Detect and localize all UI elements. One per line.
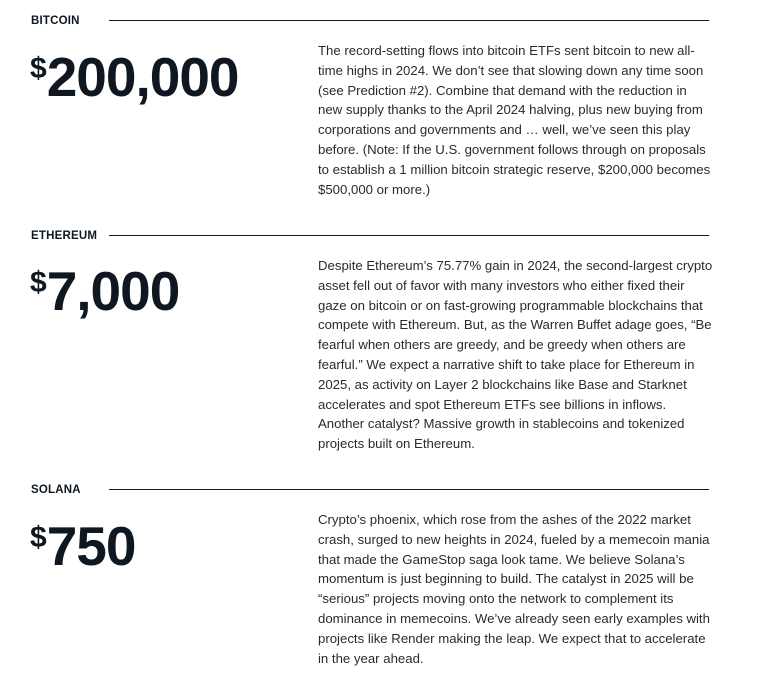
- price-value: 7,000: [46, 260, 180, 322]
- price-prediction: [30, 515, 136, 577]
- section-divider: [109, 20, 709, 21]
- currency-symbol: $: [30, 52, 46, 85]
- price-prediction: [30, 46, 239, 108]
- section-description: The record-setting flows into bitcoin ETFs sent bitcoin to new all-time highs in 2024. We don’t see that slowing down any time soon (see Prediction #2). Combine that demand with the reduction in new supply thanks to the April 2024 halving, plus new buying from corporations and governments and … well, we’ve seen this play before. (Note: If the U.S. government follows through on proposals to establish a 1 million bitcoin strategic reserve, $200,000 becomes $500,000 or more.): [318, 43, 711, 197]
- section-divider: [109, 489, 709, 490]
- price-value: 200,000: [46, 46, 239, 108]
- price-prediction: [30, 260, 180, 322]
- price-value: 750: [46, 515, 136, 577]
- section-label: BITCOIN: [31, 15, 80, 27]
- section-label: ETHEREUM: [31, 230, 98, 242]
- section-description: Crypto’s phoenix, which rose from the ashes of the 2022 market crash, surged to new heights in 2024, fueled by a memecoin mania that made the GameStop saga look tame. We believe Solana’s momentum is just beginning to build. The catalyst in 2025 will be “serious” projects moving onto the network to complement its dominance in memecoins. We’ve already seen early examples with projects like Render making the leap. We expect that to accelerate in the year ahead.: [318, 512, 710, 666]
- section-label: SOLANA: [31, 484, 81, 496]
- currency-symbol: $: [30, 521, 46, 554]
- section-description: Despite Ethereum’s 75.77% gain in 2024, the second-largest crypto asset fell out of favor with many investors who either fixed their gaze on bitcoin or on fast-growing programmable blockchains that compete with Ethereum. But, as the Warren Buffet adage goes, “Be fearful when others are greedy, and be greedy when others are fearful.” We expect a narrative shift to take place for Ethereum in 2025, as activity on Layer 2 blockchains like Base and Starknet accelerates and spot Ethereum ETFs see billions in inflows. Another catalyst? Massive growth in stablecoins and tokenized projects built on Ethereum.: [318, 258, 713, 452]
- section-divider: [109, 235, 709, 236]
- currency-symbol: $: [30, 266, 46, 299]
